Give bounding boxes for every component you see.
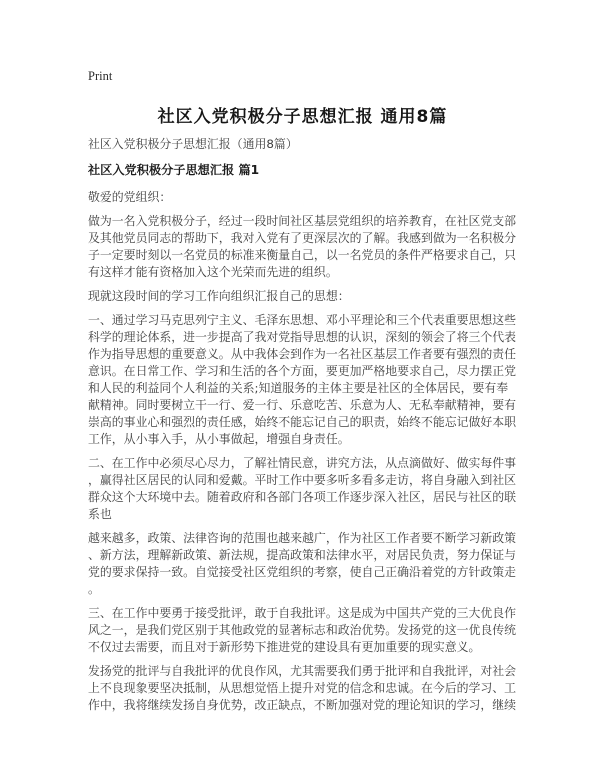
paragraph-point-two-continued: 越来越多，政策、法律咨询的范围也越来越广，作为社区工作者要不断学习新政策、新方法，理解新政策、新法规，提高政策和法律水平，对居民负责，努力保证与党的要求保持一致。自觉接受社区党组织的考察，使自己正确沿着党的方针政策走。 (88, 531, 517, 596)
paragraph-intro: 做为一名入党积极分子，经过一段时间社区基层党组织的培养教育，在社区党支部及其他党员同志的帮助下，我对入党有了更深层次的了解。我感到做为一名积极分子一定要时刻以一名党员的标准来衡量自己，以一名党员的条件严格要求自己，只有这样才能有资格加入这个光荣而先进的组织。 (88, 214, 517, 279)
paragraph-point-three: 三、在工作中要勇于接受批评，敢于自我批评。这是成为中国共产党的三大优良作风之一，是我们党区别于其他政党的显著标志和政治优势。发扬党的这一优良传统不仅过去需要，而且对于新形势下推进党的建设具有更加重要的现实意义。 (88, 606, 517, 654)
document-subtitle: 社区入党积极分子思想汇报（通用8篇） (88, 137, 298, 151)
paragraph-closing: 发扬党的批评与自我批评的优良作风，尤其需要我们勇于批评和自我批评，对社会上不良现象要坚决抵制，从思想觉悟上提升对党的信念和忠诚。在今后的学习、工作中，我将继续发扬自身优势，改正缺点，不断加强对党的理论知识的学习，继续 (88, 664, 517, 712)
document-title: 社区入党积极分子思想汇报 通用8篇 (157, 107, 448, 127)
salutation: 敬爱的党组织： (88, 190, 172, 204)
paragraph-point-two: 二、在工作中必须尽心尽力，了解社情民意，讲究方法，从点滴做好、做实每件事，赢得社区居民的认同和爱戴。平时工作中要多听多看多走访，将自身融入到社区群众这个大环境中去。随着政府和各部门各项工作逐步深入社区，居民与社区的联系也 (88, 456, 517, 521)
section-heading-part1: 社区入党积极分子思想汇报 篇1 (88, 163, 260, 177)
paragraph-point-one: 一、通过学习马克思列宁主义、毛泽东思想、邓小平理论和三个代表重要思想这些科学的理论体系，进一步提高了我对党指导思想的认识，深刻的领会了将三个代表作为指导思想的重要意义。从中我体会到作为一名社区基层工作者要有强烈的责任意识。在日常工作、学习和生活的各个方面，要更加严格地要求自己，尽力摆正党和人民的利益同个人利益的关系;知道服务的主体主要是社区的全体居民，要有奉献精神。同时要树立干一行、爱一行、乐意吃苦、乐意为人、无私奉献精神，要有崇高的事业心和强烈的责任感，始终不能忘记自己的职责，始终不能忘记做好本职工作，从小事入手，从小事做起，增强自身责任。 (88, 313, 517, 446)
print-row (88, 65, 517, 106)
paragraph-report-lead: 现就这段时间的学习工作向组织汇报自己的思想： (88, 289, 350, 303)
document-page (88, 0, 517, 714)
print-button[interactable]: Print (88, 69, 113, 83)
